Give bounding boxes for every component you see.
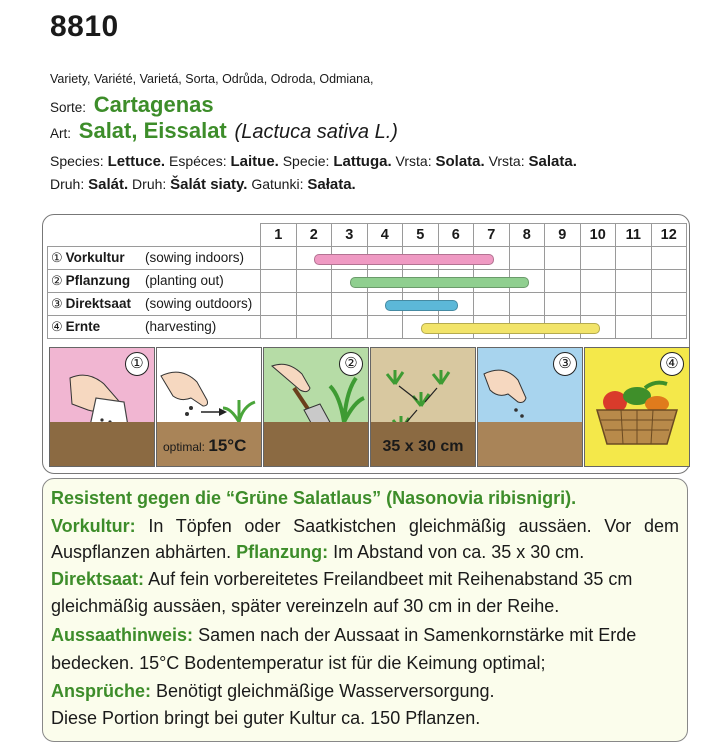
species-label: Druh: [132,176,167,192]
month-cell [580,270,616,293]
step-vorkultur-illustration [49,347,155,467]
species-label: Vrsta: [488,153,525,169]
vorkultur-text-line2 [51,539,679,565]
ansprueche-text [51,678,679,704]
art-latin-name: (Lactuca sativa L.) [234,121,398,143]
row-label-de: Ernte [65,319,101,334]
month-label: 6 [438,224,474,247]
portion-value: Diese Portion bringt bei guter Kultur ca. 150 Pflanzen. [51,708,481,728]
growing-instructions [42,478,688,742]
month-cell [296,293,332,316]
vorkultur-line1: In Töpfen oder Saatkistchen gleichmäßig aussäen. Vor dem [148,516,679,536]
row-label-de: Pflanzung [65,273,131,288]
direktsaat-label: Direktsaat: [51,569,145,589]
month-cell [651,270,687,293]
step-germination-illustration [156,347,262,467]
month-cell [651,247,687,270]
species-label: Specie: [282,153,330,169]
month-cell [651,316,687,339]
calendar-row-pflanzung [48,270,687,293]
row-label-en: (planting out) [145,273,224,288]
month-cell [545,247,581,270]
month-label: 10 [580,224,616,247]
species-value: Salata. [528,153,577,170]
aussaat-text-line1 [51,622,679,648]
spacing-caption: 35 x 30 cm [382,438,464,455]
step-ernte-illustration [584,347,690,467]
month-cell [509,247,545,270]
vorkultur-line2: Auspflanzen abhärten. [51,542,232,562]
month-cell [367,316,403,339]
species-value: Salát. [88,176,129,193]
species-value: Solata. [435,153,485,170]
row-number: ③ [51,296,63,311]
species-label: Species: [50,153,104,169]
art-value: Salat, Eissalat [78,118,227,143]
caption-temperature: 15°C [208,436,247,455]
month-cell [261,293,297,316]
month-cell [403,316,439,339]
ansprueche-value: Benötigt gleichmäßige Wasserversorgung. [156,681,495,701]
month-cell [296,270,332,293]
step-spacing-illustration [370,347,476,467]
sorte-row [50,92,214,118]
aussaat-text-line2 [51,650,679,676]
sorte-value: Cartagenas [93,92,214,117]
caption-prefix: optimal: [163,440,206,454]
resistance-text: Resistent gegen die “Grüne Salatlaus” (Nasonovia ribisnigri). [51,488,577,508]
month-cell [651,293,687,316]
month-label: 11 [616,224,652,247]
species-value: Sałata. [307,176,356,193]
month-label: 2 [296,224,332,247]
month-label: 5 [403,224,439,247]
aussaat-line2: bedecken. 15°C Bodentemperatur ist für die Keimung optimal; [51,653,546,673]
row-number: ④ [51,319,63,334]
step-number-badge: ③ [553,352,577,376]
ansprueche-label: Ansprüche: [51,681,152,701]
species-label: Espéces: [169,153,227,169]
row-number: ② [51,273,63,288]
month-label: 12 [651,224,687,247]
sorte-label: Sorte: [50,100,87,115]
step-direktsaat-illustration [477,347,583,467]
month-label: 8 [509,224,545,247]
month-cell [296,247,332,270]
aussaat-label: Aussaathinweis: [51,625,194,645]
month-cell [545,293,581,316]
period-bar [385,300,458,311]
calendar-row-direktsaat [48,293,687,316]
month-cell [616,316,652,339]
month-cell [261,316,297,339]
row-label-en: (sowing outdoors) [145,296,253,311]
pflanzung-label: Pflanzung: [236,542,329,562]
step-number-badge: ④ [660,352,684,376]
portion-text [51,705,679,731]
month-cell [545,270,581,293]
step-pflanzung-illustration [263,347,369,467]
art-row [50,118,398,144]
direktsaat-line1: Auf fein vorbereitetes Freilandbeet mit Reihenabstand 35 cm [148,569,633,589]
month-label: 9 [545,224,581,247]
species-value: Lettuce. [107,153,166,170]
month-label: 1 [261,224,297,247]
month-cell [332,293,368,316]
species-line-2 [50,176,356,193]
row-number: ① [51,250,63,265]
period-bar [350,277,530,288]
month-cell [332,316,368,339]
month-cell [509,293,545,316]
month-cell [616,270,652,293]
article-number: 8810 [50,10,119,43]
resistance-note [51,485,679,511]
month-cell [580,247,616,270]
pflanzung-text: Im Abstand von ca. 35 x 30 cm. [333,542,585,562]
direktsaat-text-line1 [51,566,679,592]
germination-temperature [163,436,246,456]
aussaat-line1: Samen nach der Aussaat in Samenkornstärke mit Erde [198,625,637,645]
vorkultur-text-line1 [51,513,679,539]
row-label-de: Vorkultur [65,250,125,265]
month-cell [367,293,403,316]
art-label: Art: [50,126,72,141]
species-value: Laitue. [230,153,279,170]
species-label: Gatunki: [251,176,304,192]
species-label: Druh: [50,176,85,192]
month-cell [332,270,368,293]
species-value: Šalát siaty. [170,176,248,193]
month-label: 7 [474,224,510,247]
species-label: Vrsta: [395,153,432,169]
period-bar [314,254,494,265]
month-header-row [48,224,687,247]
month-cell [296,316,332,339]
row-label-en: (harvesting) [145,319,217,334]
calendar-row-ernte [48,316,687,339]
variety-languages: Variety, Variété, Varietá, Sorta, Odrůda, Odroda, Odmiana, [50,72,374,86]
month-cell [616,247,652,270]
vorkultur-label: Vorkultur: [51,516,136,536]
species-value: Lattuga. [333,153,392,170]
month-label: 3 [332,224,368,247]
month-cell [616,293,652,316]
row-label-de: Direktsaat [65,296,131,311]
row-label-en: (sowing indoors) [145,250,245,265]
species-line-1 [50,153,577,170]
direktsaat-line2: gleichmäßig aussäen, später vereinzeln auf 30 cm in der Reihe. [51,596,560,616]
direktsaat-text-line2 [51,593,679,619]
month-cell [474,293,510,316]
calendar-row-vorkultur [48,247,687,270]
period-bar [421,323,601,334]
month-cell [580,293,616,316]
month-cell [261,270,297,293]
month-label: 4 [367,224,403,247]
calendar-table [47,223,687,339]
month-cell [261,247,297,270]
step-number-badge: ① [125,352,149,376]
sowing-calendar [42,214,690,474]
step-number-badge: ② [339,352,363,376]
